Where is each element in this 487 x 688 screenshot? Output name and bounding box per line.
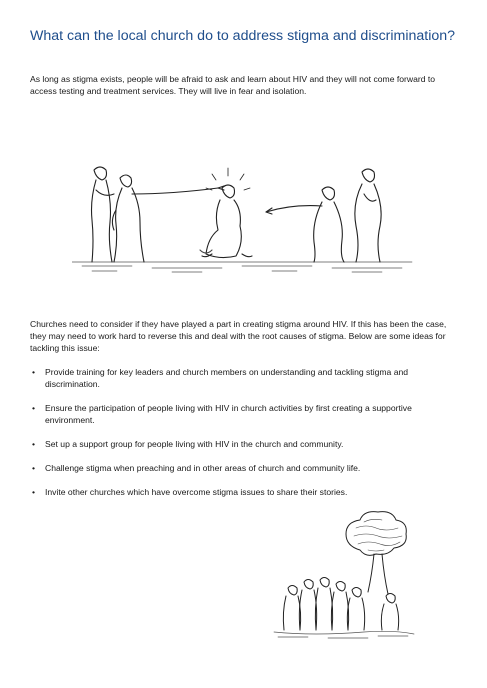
bullet-icon: • <box>32 367 36 377</box>
list-item-text: Ensure the participation of people living with HIV in church activities by first creating a supportive environment. <box>45 403 412 425</box>
body-paragraph: Churches need to consider if they have played a part in creating stigma around HIV. If this has been the case, they may need to work hard to reverse this and deal with the root causes of stigma. Below are some ideas for tackling this issue: <box>30 319 447 353</box>
bullet-icon: • <box>32 487 36 497</box>
list-item-text: Challenge stigma when preaching and in other areas of church and community life. <box>45 463 361 473</box>
ideas-list <box>30 366 462 510</box>
page-title: What can the local church do to address stigma and discrimination? <box>30 28 456 44</box>
list-item-text: Set up a support group for people living with HIV in the church and community. <box>45 439 344 449</box>
list-item-text: Invite other churches which have overcome stigma issues to share their stories. <box>45 487 348 497</box>
bullet-icon: • <box>32 403 36 413</box>
bullet-icon: • <box>32 439 36 449</box>
pointing-figures-illustration <box>72 150 414 280</box>
list-item-text: Provide training for key leaders and church members on understanding and tackling stigma and discrimination. <box>45 367 409 389</box>
list-item <box>30 402 462 426</box>
list-item <box>30 366 462 390</box>
intro-paragraph: As long as stigma exists, people will be afraid to ask and learn about HIV and they will not come forward to access testing and treatment services. They will live in fear and isolation. <box>30 74 436 96</box>
group-under-tree-illustration <box>268 510 418 645</box>
list-item <box>30 462 462 474</box>
list-item <box>30 486 462 498</box>
list-item <box>30 438 462 450</box>
bullet-icon: • <box>32 463 36 473</box>
